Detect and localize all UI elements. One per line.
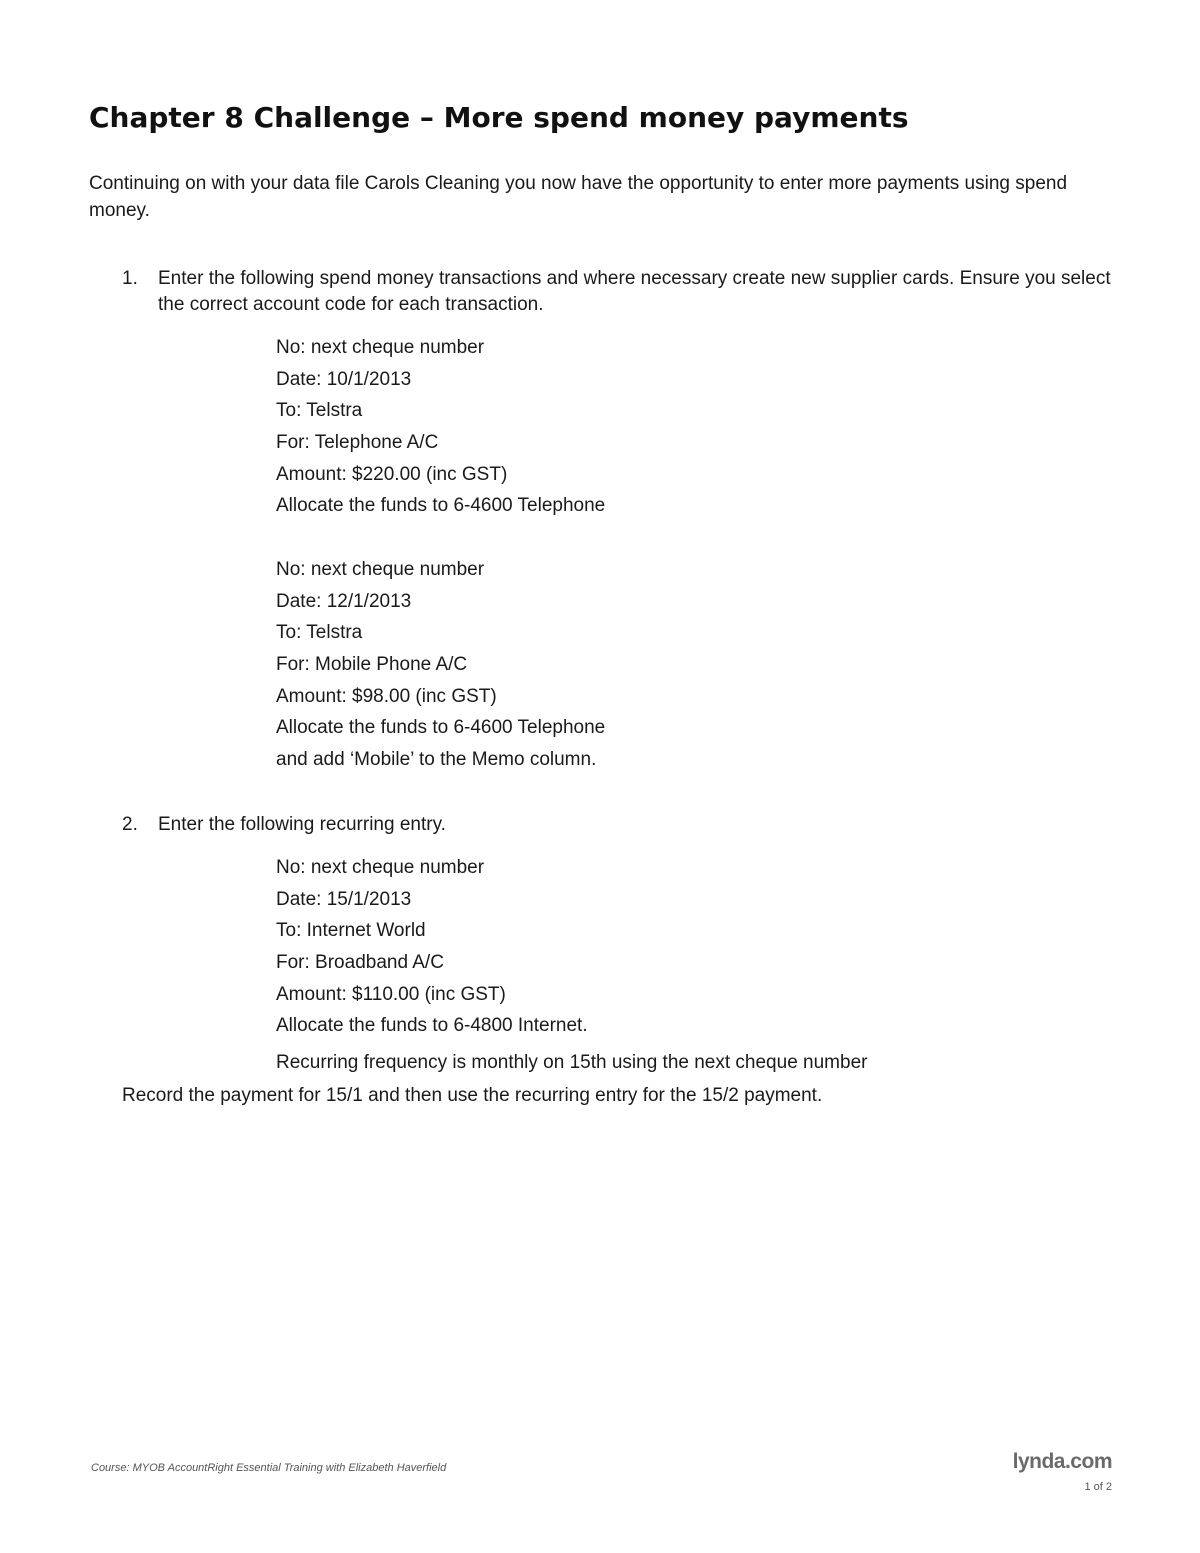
date-line: Date: 10/1/2013 xyxy=(276,368,412,390)
transaction-block-telephone xyxy=(276,332,605,522)
step-number: 2. xyxy=(122,814,138,835)
amount-line: Amount: $110.00 (inc GST) xyxy=(276,983,506,1005)
date-line: Date: 12/1/2013 xyxy=(276,590,412,612)
step-number: 1. xyxy=(122,268,138,289)
purpose-line: For: Mobile Phone A/C xyxy=(276,654,468,676)
memo-line: and add ‘Mobile’ to the Memo column. xyxy=(276,749,597,771)
allocation-line: Allocate the funds to 6-4600 Telephone xyxy=(276,495,606,517)
recurring-frequency-note: Recurring frequency is monthly on 15th using the next cheque number xyxy=(276,1052,868,1073)
cheque-number-line: No: next cheque number xyxy=(276,559,485,580)
cheque-number-line: No: next cheque number xyxy=(276,857,485,878)
allocation-line: Allocate the funds to 6-4600 Telephone xyxy=(276,717,606,739)
amount-line: Amount: $98.00 (inc GST) xyxy=(276,685,497,707)
step-instruction: Enter the following recurring entry. xyxy=(158,814,446,835)
footer-course-credit: Course: MYOB AccountRight Essential Training with Elizabeth Haverfield xyxy=(91,1462,447,1474)
allocation-line: Allocate the funds to 6-4800 Internet. xyxy=(276,1015,588,1037)
date-line: Date: 15/1/2013 xyxy=(276,888,412,910)
purpose-line: For: Broadband A/C xyxy=(276,952,444,974)
payee-line: To: Telstra xyxy=(276,400,363,422)
amount-line: Amount: $220.00 (inc GST) xyxy=(276,463,508,485)
step-instruction: Enter the following spend money transactions and where necessary create new supplier cards. Ensure you select the correct account code for each transaction. xyxy=(158,268,1111,315)
page-title: Chapter 8 Challenge – More spend money payments xyxy=(89,101,909,134)
payee-line: To: Internet World xyxy=(276,920,426,942)
cheque-number-line: No: next cheque number xyxy=(276,337,485,358)
page-number: 1 of 2 xyxy=(1084,1481,1112,1493)
purpose-line: For: Telephone A/C xyxy=(276,432,439,454)
transaction-block-mobile xyxy=(276,554,605,776)
closing-instruction: Record the payment for 15/1 and then use the recurring entry for the 15/2 payment. xyxy=(122,1085,823,1106)
lynda-logo: lynda.com xyxy=(1012,1450,1112,1473)
transaction-block-broadband xyxy=(276,852,588,1042)
intro-paragraph: Continuing on with your data file Carols Cleaning you now have the opportunity to enter more payments using spend money. xyxy=(89,173,1068,221)
payee-line: To: Telstra xyxy=(276,622,363,644)
